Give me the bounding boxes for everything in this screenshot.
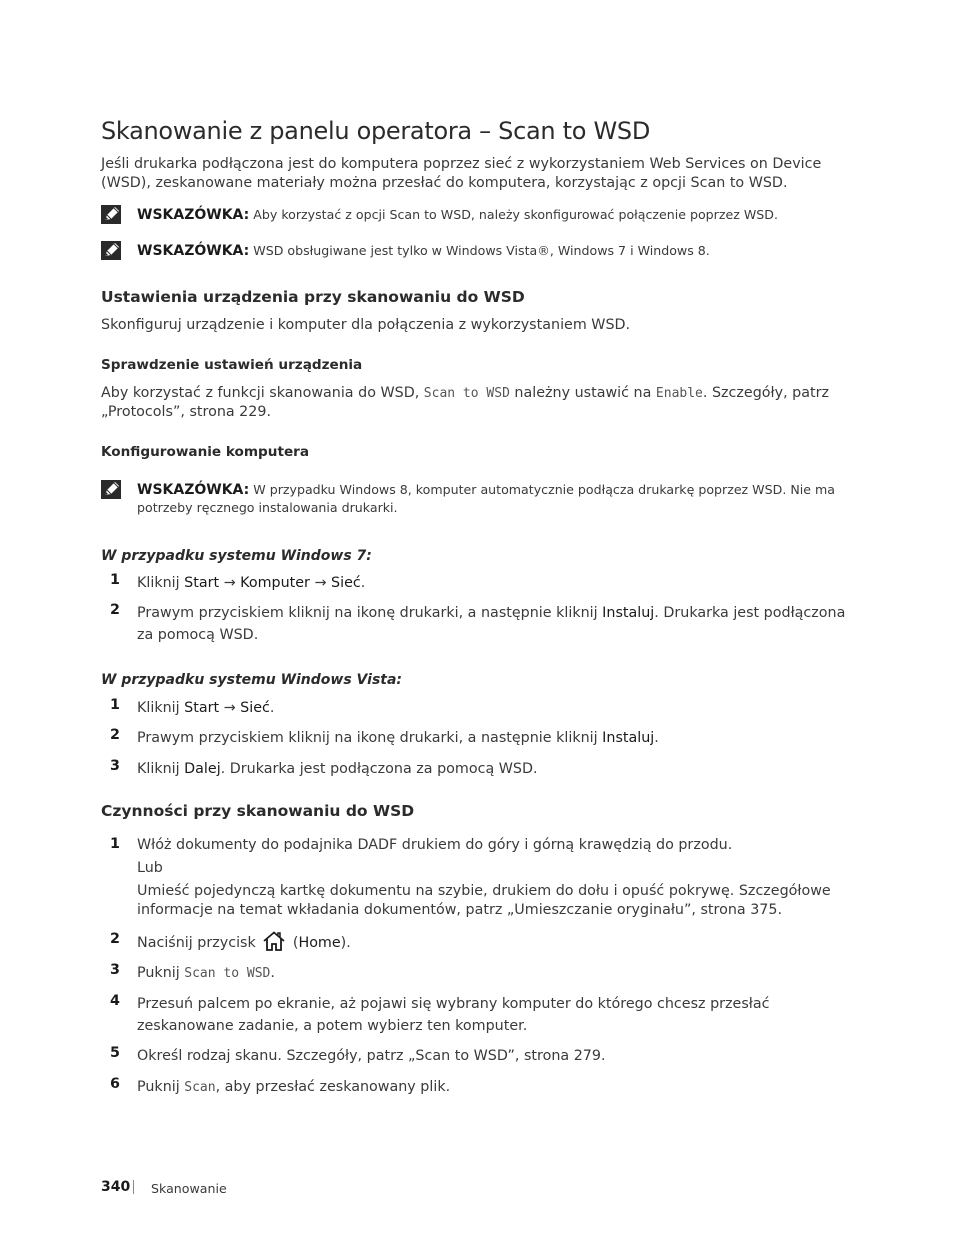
page-number: 340 bbox=[101, 1179, 131, 1195]
code-enable: Enable bbox=[655, 386, 703, 401]
note-label: WSKAZÓWKA: bbox=[137, 207, 250, 223]
code-scan-to-wsd: Scan to WSD bbox=[423, 386, 510, 401]
note-text: W przypadku Windows 8, komputer automatycznie podłącza drukarkę poprzez WSD. Nie ma potrzeby ręcznego instalowania drukarki. bbox=[137, 482, 835, 515]
note-label: WSKAZÓWKA: bbox=[137, 243, 250, 259]
section-heading-scan-steps: Czynności przy skanowaniu do WSD bbox=[101, 802, 415, 820]
windows-vista-heading: W przypadku systemu Windows Vista: bbox=[101, 672, 403, 688]
pencil-note-icon bbox=[101, 480, 121, 499]
section-text-device-settings: Skonfiguruj urządzenie i komputer dla połączenia z wykorzystaniem WSD. bbox=[101, 317, 631, 333]
subheading-configure-computer: Konfigurowanie komputera bbox=[101, 444, 310, 460]
footer-section-label: Skanowanie bbox=[151, 1181, 227, 1196]
intro-paragraph: Jeśli drukarka podłączona jest do komputera poprzez sieć z wykorzystaniem Web Services on Device (WSD), zeskanowane materiały można przesłać do komputera, korzystając z opcji Scan to WSD. bbox=[101, 156, 822, 191]
check-settings-paragraph: Aby korzystać z funkcji skanowania do WSD, Scan to WSD należny ustawić na Enable. Szczegóły, patrz „Protocols”, strona 229. bbox=[101, 385, 829, 420]
pencil-note-icon bbox=[101, 205, 121, 224]
note-text: WSD obsługiwane jest tylko w Windows Vista®, Windows 7 i Windows 8. bbox=[249, 243, 710, 258]
home-icon bbox=[262, 931, 286, 951]
windows7-heading: W przypadku systemu Windows 7: bbox=[101, 548, 372, 564]
note-label: WSKAZÓWKA: bbox=[137, 482, 250, 498]
note-text: Aby korzystać z opcji Scan to WSD, należy skonfigurować połączenie poprzez WSD. bbox=[249, 207, 778, 222]
section-heading-device-settings: Ustawienia urządzenia przy skanowaniu do WSD bbox=[101, 288, 525, 306]
pencil-note-icon bbox=[101, 241, 121, 260]
footer-divider bbox=[133, 1180, 134, 1194]
page-title: Skanowanie z panelu operatora – Scan to WSD bbox=[101, 117, 651, 145]
subheading-check-settings: Sprawdzenie ustawień urządzenia bbox=[101, 357, 363, 373]
